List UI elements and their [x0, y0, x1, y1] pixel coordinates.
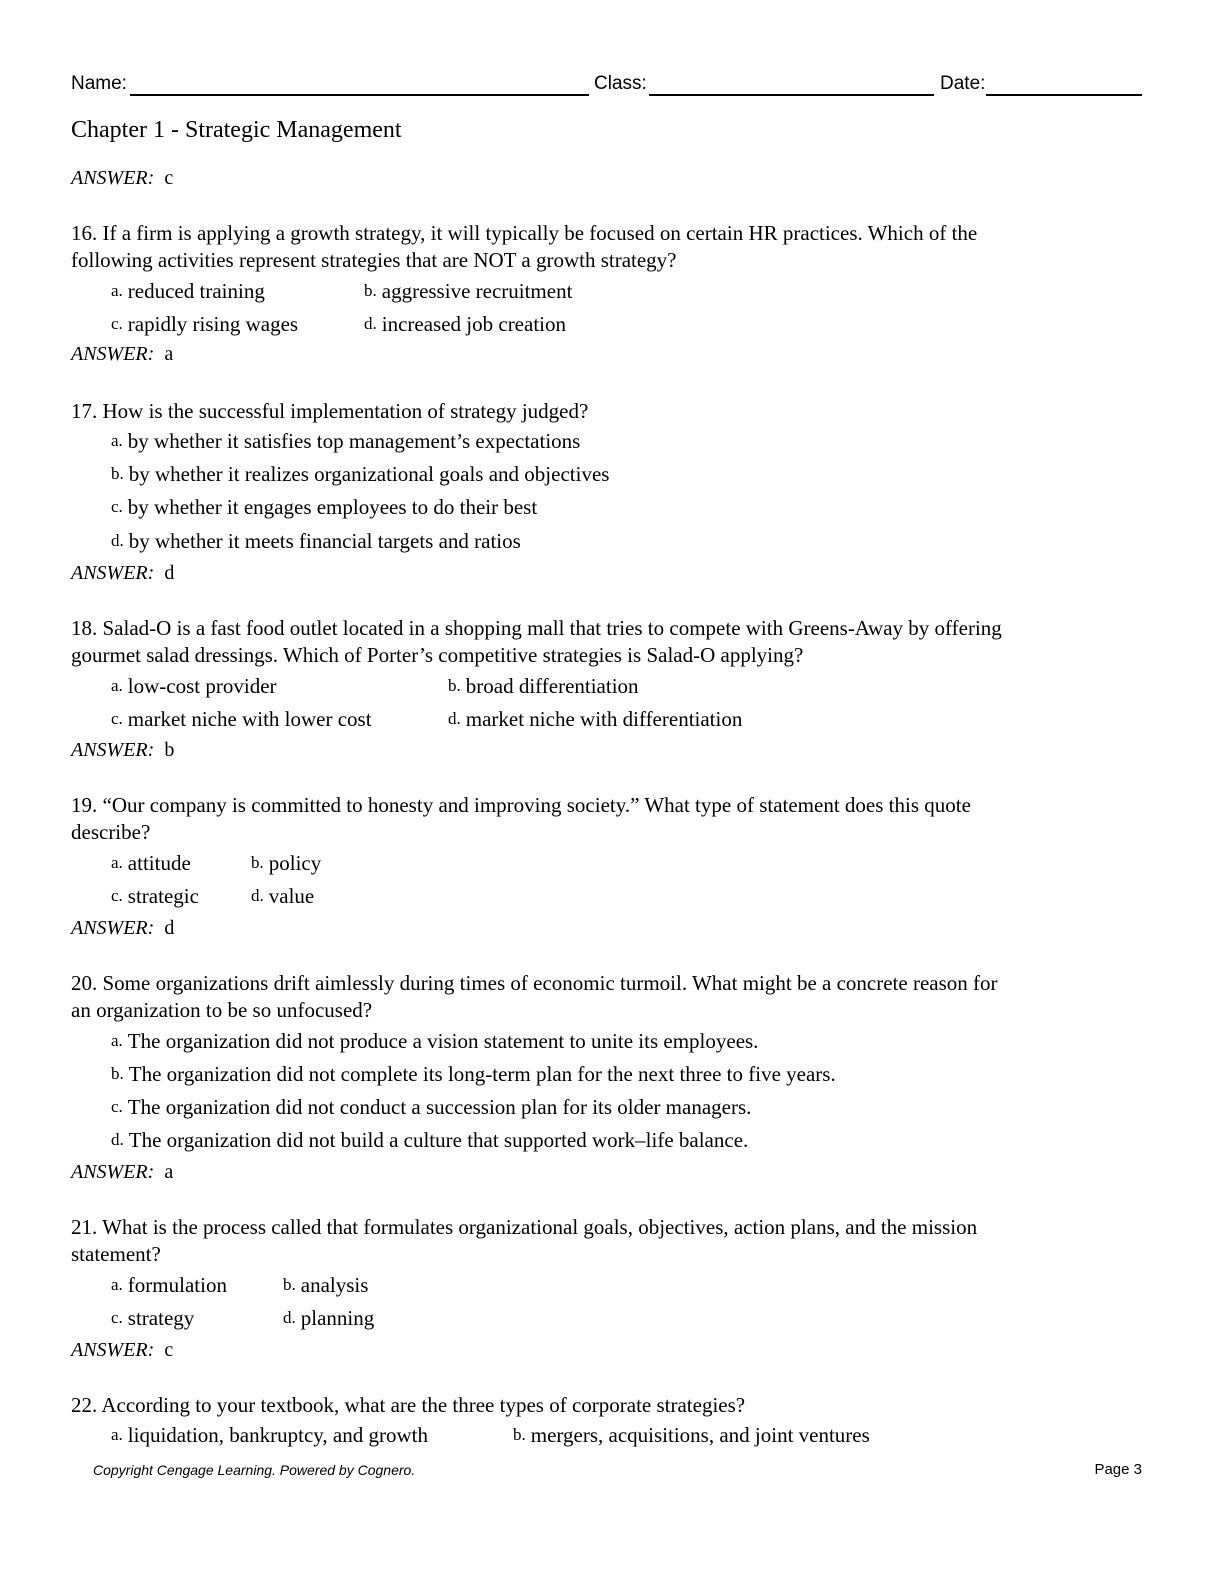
option-text: by whether it realizes organizational goals and objectives — [128, 462, 610, 486]
answer-value: a — [164, 343, 174, 365]
question-text: 18. Salad-O is a fast food outlet located in a shopping mall that tries to compete with Greens-Away by offering — [71, 616, 1002, 640]
date-field-line — [986, 94, 1142, 96]
option-text: formulation — [127, 1273, 227, 1297]
option-letter: c. — [111, 1308, 123, 1327]
option-a — [111, 279, 265, 304]
option-letter: c. — [111, 886, 123, 905]
option-text: The organization did not build a culture that supported work–life balance. — [128, 1128, 749, 1152]
answer-line — [71, 167, 173, 190]
option-letter: a. — [111, 1425, 123, 1444]
answer-value: a — [164, 1161, 174, 1183]
option-text: The organization did not complete its long-term plan for the next three to five years. — [128, 1062, 836, 1086]
answer-value: b — [164, 739, 175, 761]
option-c — [111, 495, 537, 520]
question-text: 16. If a firm is applying a growth strategy, it will typically be focused on certain HR practices. Which of the — [71, 221, 978, 245]
question-text: gourmet salad dressings. Which of Porter’s competitive strategies is Salad-O applying? — [71, 643, 804, 667]
option-d — [283, 1306, 374, 1331]
option-c — [111, 707, 372, 732]
option-text: The organization did not produce a vision statement to unite its employees. — [127, 1029, 759, 1053]
question-text: 22. According to your textbook, what are the three types of corporate strategies? — [71, 1393, 746, 1417]
option-text: mergers, acquisitions, and joint ventures — [530, 1423, 870, 1447]
answer-line — [71, 562, 174, 585]
option-letter: c. — [111, 497, 123, 516]
option-b — [513, 1423, 870, 1448]
option-text: by whether it meets financial targets and ratios — [128, 529, 521, 553]
option-d — [364, 312, 566, 337]
option-letter: d. — [111, 1130, 124, 1149]
name-field-line — [130, 94, 589, 96]
option-c — [111, 884, 199, 909]
option-d — [111, 529, 521, 554]
date-label: Date: — [940, 73, 986, 94]
option-a — [111, 429, 580, 454]
copyright-notice: Copyright Cengage Learning. Powered by Cognero. — [93, 1462, 416, 1478]
option-letter: d. — [364, 314, 377, 333]
option-text: The organization did not conduct a succession plan for its older managers. — [127, 1095, 752, 1119]
option-b — [448, 674, 639, 699]
answer-value: c — [164, 167, 174, 189]
option-letter: c. — [111, 314, 123, 333]
option-text: broad differentiation — [465, 674, 639, 698]
question-22 — [71, 1392, 1151, 1419]
question-text: 21. What is the process called that formulates organizational goals, objectives, action plans, and the mission — [71, 1215, 978, 1239]
option-text: by whether it satisfies top management’s expectations — [127, 429, 581, 453]
option-c — [111, 312, 298, 337]
question-19 — [71, 792, 1151, 846]
option-c — [111, 1095, 751, 1120]
option-letter: c. — [111, 1097, 123, 1116]
page-number: Page 3 — [1094, 1461, 1142, 1478]
option-letter: d. — [448, 709, 461, 728]
question-text: 20. Some organizations drift aimlessly during times of economic turmoil. What might be a concrete reason for — [71, 971, 998, 995]
option-text: market niche with differentiation — [465, 707, 743, 731]
option-text: by whether it engages employees to do their best — [127, 495, 538, 519]
option-text: attitude — [127, 851, 191, 875]
option-text: strategic — [127, 884, 199, 908]
answer-line — [71, 1339, 173, 1362]
answer-line — [71, 1161, 173, 1184]
class-label: Class: — [594, 73, 647, 94]
question-text: an organization to be so unfocused? — [71, 998, 373, 1022]
option-text: planning — [300, 1306, 375, 1330]
option-letter: b. — [251, 853, 264, 872]
option-letter: d. — [111, 531, 124, 550]
option-b — [251, 851, 321, 876]
option-letter: a. — [111, 1031, 123, 1050]
option-c — [111, 1306, 194, 1331]
answer-label: ANSWER: — [71, 562, 155, 584]
option-a — [111, 674, 277, 699]
option-a — [111, 1423, 428, 1448]
option-text: aggressive recruitment — [381, 279, 573, 303]
question-text: 17. How is the successful implementation of strategy judged? — [71, 399, 589, 423]
question-20 — [71, 970, 1151, 1024]
option-text: market niche with lower cost — [127, 707, 372, 731]
answer-value: d — [164, 917, 175, 939]
option-b — [111, 462, 609, 487]
answer-label: ANSWER: — [71, 167, 155, 189]
answer-label: ANSWER: — [71, 917, 155, 939]
name-label: Name: — [71, 73, 127, 94]
answer-value: d — [164, 562, 175, 584]
answer-line — [71, 917, 174, 940]
option-text: analysis — [300, 1273, 369, 1297]
question-text: describe? — [71, 820, 151, 844]
option-text: reduced training — [127, 279, 265, 303]
question-text: following activities represent strategies that are NOT a growth strategy? — [71, 248, 677, 272]
option-d — [111, 1128, 748, 1153]
question-21 — [71, 1214, 1151, 1268]
option-letter: b. — [283, 1275, 296, 1294]
option-d — [448, 707, 742, 732]
option-letter: d. — [283, 1308, 296, 1327]
answer-label: ANSWER: — [71, 1339, 155, 1361]
option-b — [283, 1273, 368, 1298]
question-17 — [71, 398, 1151, 425]
page-title: Chapter 1 - Strategic Management — [71, 117, 402, 143]
answer-label: ANSWER: — [71, 343, 155, 365]
class-field-line — [649, 94, 934, 96]
answer-value: c — [164, 1339, 174, 1361]
option-text: increased job creation — [381, 312, 566, 336]
option-letter: b. — [111, 1064, 124, 1083]
option-a — [111, 1273, 227, 1298]
option-b — [364, 279, 572, 304]
option-letter: b. — [111, 464, 124, 483]
option-text: liquidation, bankruptcy, and growth — [127, 1423, 428, 1447]
option-letter: b. — [513, 1425, 526, 1444]
option-letter: c. — [111, 709, 123, 728]
answer-label: ANSWER: — [71, 1161, 155, 1183]
question-text: statement? — [71, 1242, 161, 1266]
option-letter: a. — [111, 281, 123, 300]
question-18 — [71, 615, 1151, 669]
option-d — [251, 884, 314, 909]
option-text: rapidly rising wages — [127, 312, 299, 336]
question-16 — [71, 220, 1151, 274]
option-letter: a. — [111, 1275, 123, 1294]
answer-line — [71, 739, 174, 762]
option-a — [111, 1029, 758, 1054]
answer-line — [71, 343, 173, 366]
option-letter: a. — [111, 431, 123, 450]
answer-label: ANSWER: — [71, 739, 155, 761]
option-text: strategy — [127, 1306, 195, 1330]
option-letter: a. — [111, 853, 123, 872]
option-letter: b. — [364, 281, 377, 300]
option-a — [111, 851, 191, 876]
question-text: 19. “Our company is committed to honesty and improving society.” What type of statement does this quote — [71, 793, 971, 817]
option-text: value — [268, 884, 315, 908]
option-letter: a. — [111, 676, 123, 695]
option-letter: b. — [448, 676, 461, 695]
option-text: low-cost provider — [127, 674, 277, 698]
option-b — [111, 1062, 836, 1087]
option-text: policy — [268, 851, 322, 875]
option-letter: d. — [251, 886, 264, 905]
